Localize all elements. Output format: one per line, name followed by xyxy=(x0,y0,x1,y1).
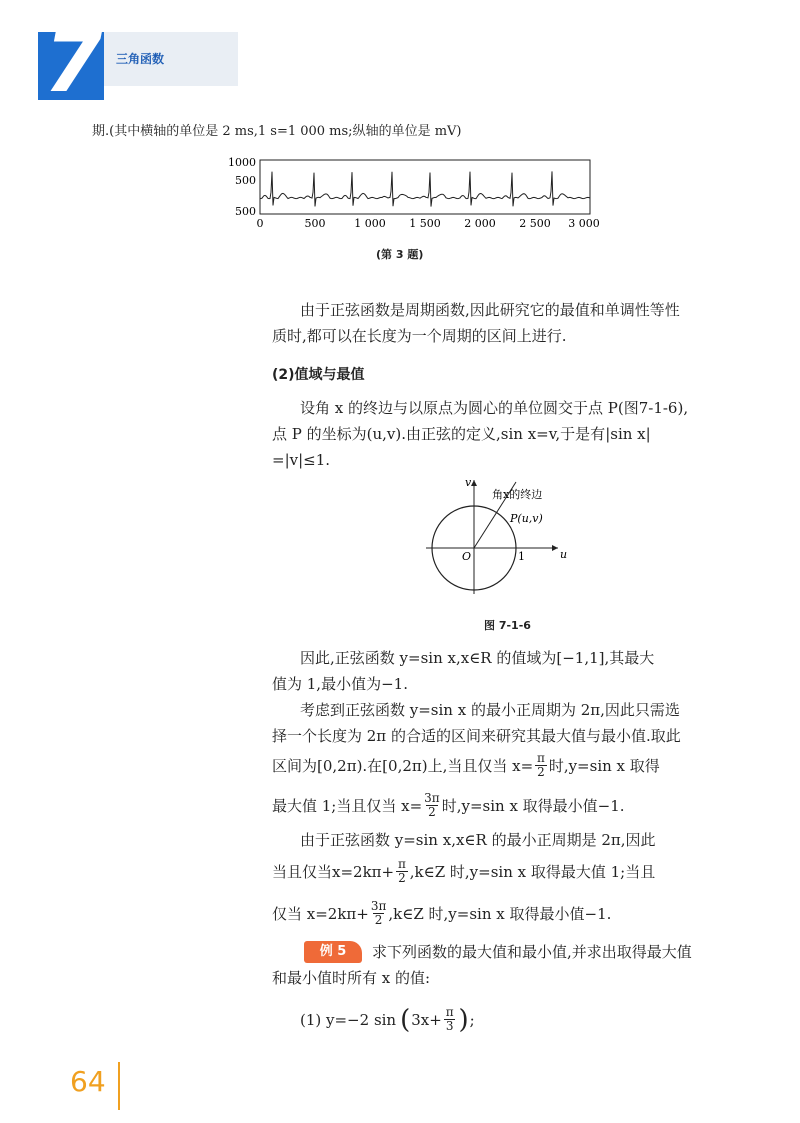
unit-circle-figure xyxy=(420,474,580,598)
example-item1: (1) y=−2 sin ( 3x+ $\frac{\pi}{3}$ ) ; xyxy=(300,1004,475,1035)
ecg-x-tick: 2 000 xyxy=(464,217,496,230)
ecg-chart xyxy=(222,152,602,234)
para4-line3: 区间为[0,2π).在[0,2π)上,当且仅当 x= $\frac{\pi}{2}$ 时,y=sin x 取得 xyxy=(272,751,660,779)
ecg-x-tick: 2 500 xyxy=(519,217,551,230)
v-axis-label: v xyxy=(465,476,472,489)
para2-line2: 点 P 的坐标为(u,v).由正弦的定义,sin x=v,于是有|sin x| xyxy=(272,425,651,443)
para3-line1: 因此,正弦函数 y=sin x,x∈R 的值域为[−1,1],其最大 xyxy=(300,649,655,667)
ecg-y-tick-neg500: 500 xyxy=(235,205,256,218)
origin-label: O xyxy=(462,550,472,563)
ecg-x-tick: 1 000 xyxy=(354,217,386,230)
ecg-caption: (第 3 题) xyxy=(376,248,424,261)
page-number: 64 xyxy=(70,1065,106,1098)
section-heading: (2)值域与最值 xyxy=(272,367,365,383)
fraction: $\frac{\pi}{2}$ xyxy=(537,751,545,779)
fraction: $\frac{\pi}{2}$ xyxy=(397,857,406,885)
fraction: $\frac{3\pi}{2}$ xyxy=(370,899,387,927)
page-number-divider xyxy=(118,1062,120,1110)
para2-line3: =|v|≤1. xyxy=(272,451,331,469)
u-axis-label: u xyxy=(560,548,568,561)
fraction: $\frac{3\pi}{2}$ xyxy=(424,791,440,819)
ecg-x-tick: 3 000 xyxy=(568,217,600,230)
para4-line4: 最大值 1;当且仅当 x= $\frac{3\pi}{2}$ 时,y=sin x 取得最小值−1. xyxy=(272,791,625,819)
para1-line1: 由于正弦函数是周期函数,因此研究它的最值和单调性等性 xyxy=(300,301,680,319)
chapter-number: 7 xyxy=(44,13,103,111)
right-paren: ) xyxy=(458,1004,469,1035)
ecg-x-tick: 1 500 xyxy=(409,217,441,230)
ecg-frame xyxy=(260,160,590,214)
para4-line1: 考虑到正弦函数 y=sin x 的最小正周期为 2π,因此只需选 xyxy=(300,701,680,719)
example-line1: 求下列函数的最大值和最小值,并求出取得最大值 xyxy=(372,943,692,961)
para5-line2: 当且仅当x=2kπ+ $\frac{\pi}{2}$ ,k∈Z 时,y=sin x 取得最大值 1;当且 xyxy=(272,857,656,885)
circle-caption: 图 7-1-6 xyxy=(484,619,531,632)
para5-line1: 由于正弦函数 y=sin x,x∈R 的最小正周期是 2π,因此 xyxy=(300,831,656,849)
ecg-intro-text: 期.(其中横轴的单位是 2 ms,1 s=1 000 ms;纵轴的单位是 mV) xyxy=(92,124,462,139)
chapter-title: 三角函数 xyxy=(116,52,165,66)
para1-line2: 质时,都可以在长度为一个周期的区间上进行. xyxy=(272,327,567,345)
para3-line2: 值为 1,最小值为−1. xyxy=(272,675,408,693)
left-paren: ( xyxy=(400,1004,411,1035)
para4-line2: 择一个长度为 2π 的合适的区间来研究其最大值与最小值.取此 xyxy=(272,727,681,745)
point-p-label: P(u,v) xyxy=(510,512,543,525)
para5-line3: 仅当 x=2kπ+ $\frac{3\pi}{2}$ ,k∈Z 时,y=sin x 取得最小值−1. xyxy=(272,899,612,927)
para2-line1: 设角 x 的终边与以原点为圆心的单位圆交于点 P(图7-1-6), xyxy=(300,399,689,417)
ecg-x-tick: 0 xyxy=(256,217,264,230)
example-line2: 和最小值时所有 x 的值: xyxy=(272,969,431,987)
example-badge: 例 5 xyxy=(304,941,362,963)
one-label: 1 xyxy=(518,550,525,563)
ecg-y-tick-1000: 1000 xyxy=(228,156,256,169)
fraction: $\frac{\pi}{3}$ xyxy=(445,1005,454,1033)
ecg-y-tick-500: 500 xyxy=(235,174,256,187)
ecg-x-tick: 500 xyxy=(304,217,326,230)
terminal-side-label: 角x的终边 xyxy=(492,488,543,501)
ecg-waveform xyxy=(260,171,590,206)
